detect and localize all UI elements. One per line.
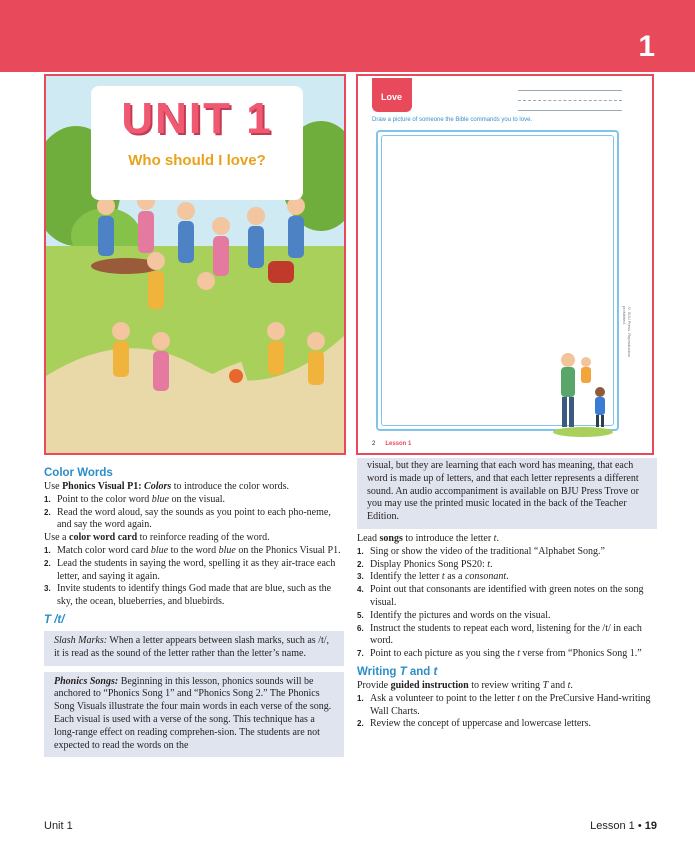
worksheet-prompt: Draw a picture of someone the Bible commands you to love. <box>372 117 533 123</box>
worksheet-page <box>356 74 654 455</box>
writing-intro: Provide guided instruction to review writing T and t. <box>357 679 573 691</box>
list-item: 1. Ask a volunteer to point to the letter t on the PreCursive Hand-writing Wall Charts. <box>357 692 651 717</box>
copyright-note: © BJU Press. Reproduction prohibited. <box>622 306 632 358</box>
list-item: 1. Match color word card blue to the word blue on the Phonics Visual P1. <box>44 544 341 556</box>
cover-title-banner <box>91 86 303 200</box>
list-item: 3. Invite students to identify things God made that are blue, such as the sky, the ocean, blueberries, and bluebirds. <box>44 583 332 608</box>
list-item: 5. Identify the pictures and words on the visual. <box>357 609 551 621</box>
list-item: 2. Review the concept of uppercase and lowercase letters. <box>357 718 592 730</box>
list-item: 2. Read the word aloud, say the sounds as you point to each pho-neme, and say the word again. <box>44 506 331 531</box>
list-item: 2. Lead the students in saying the word, spelling it as they air-trace each letter, and saying it again. <box>44 557 336 582</box>
list-item: 7. Point to each picture as you sing the t verse from “Phonics Song 1.” <box>357 648 642 660</box>
worksheet-tab-label: Love <box>381 92 403 102</box>
phonics-songs-note <box>44 672 344 758</box>
footer-bullet: • <box>637 820 642 832</box>
slash-marks-label: Slash Marks: <box>54 634 108 646</box>
color-words-steps-a <box>44 494 344 532</box>
phonics-songs-continued-text: visual, but they are learning that each word has meaning, that each word is made up of letters, and that each letter represents a different sound. An audio accompaniment is available on BJU Press Trove or you may use the printed music located in the back of the Teacher Edition. <box>367 460 639 523</box>
writing-steps <box>357 693 657 731</box>
footer-page-info <box>590 820 657 832</box>
phonics-songs-label: Phonics Songs: <box>54 675 119 687</box>
cover-title: UNIT 1 <box>121 94 273 143</box>
family-illustration <box>548 340 618 440</box>
color-words-heading: Color Words <box>44 467 113 479</box>
phonics-songs-note-continued <box>357 458 657 529</box>
name-line-bottom <box>518 110 622 111</box>
right-column <box>357 458 657 731</box>
top-color-band <box>0 0 695 72</box>
color-word-card-intro: Use a color word card to reinforce reading of the word. <box>44 532 270 544</box>
unit-cover-image <box>44 74 346 455</box>
list-item: 4. Point out that consonants are identified with green notes on the song visual. <box>357 584 644 608</box>
list-item: 3. Identify the letter t as a consonant. <box>357 571 509 583</box>
worksheet-tab <box>372 78 412 112</box>
name-line-top <box>518 90 622 91</box>
name-line-middle <box>518 100 622 101</box>
songs-steps <box>357 546 657 661</box>
footer-page-number: 19 <box>644 820 657 832</box>
worksheet-lesson-label: Lesson 1 <box>385 441 412 447</box>
slash-marks-note <box>44 631 344 666</box>
worksheet-folio <box>372 441 411 447</box>
color-words-steps-b <box>44 545 344 609</box>
slash-marks-text: When a letter appears between slash marks, such as /t/, it is read as the sound of the letter rather than the letter’s name. <box>54 634 330 659</box>
color-words-intro: Use Phonics Visual P1: Colors to introduce the color words. <box>44 481 290 492</box>
left-column <box>44 466 344 757</box>
cover-subtitle: Who should I love? <box>128 152 266 169</box>
list-item: 2. Display Phonics Song PS20: t. <box>357 558 493 570</box>
list-item: 6. Instruct the students to repeat each word, listening for the /t/ in each word. <box>357 622 642 647</box>
writing-heading: Writing T and t <box>357 665 438 678</box>
phonics-songs-text: Beginning in this lesson, phonics sounds will be anchored to “Phonics Song 1” and “Phonics Song 2.” The Phonics Song Visuals illustrate the four main words in each verse of the song. Each visual is used with a verse of the song. This technique has a long-range effect on reading comprehen-sion. The students are not expected to read the words on the <box>54 675 332 751</box>
songs-intro: Lead songs to introduce the letter t. <box>357 532 499 544</box>
list-item: 1. Point to the color word blue on the visual. <box>44 493 226 505</box>
footer-unit: Unit 1 <box>44 820 73 832</box>
worksheet-page-number: 2 <box>372 441 376 447</box>
footer-lesson: Lesson 1 <box>590 820 635 832</box>
t-section-heading: T /t/ <box>44 613 65 626</box>
unit-number-tab: 1 <box>638 30 655 63</box>
list-item: 1. Sing or show the video of the traditional “Alphabet Song.” <box>357 545 605 557</box>
